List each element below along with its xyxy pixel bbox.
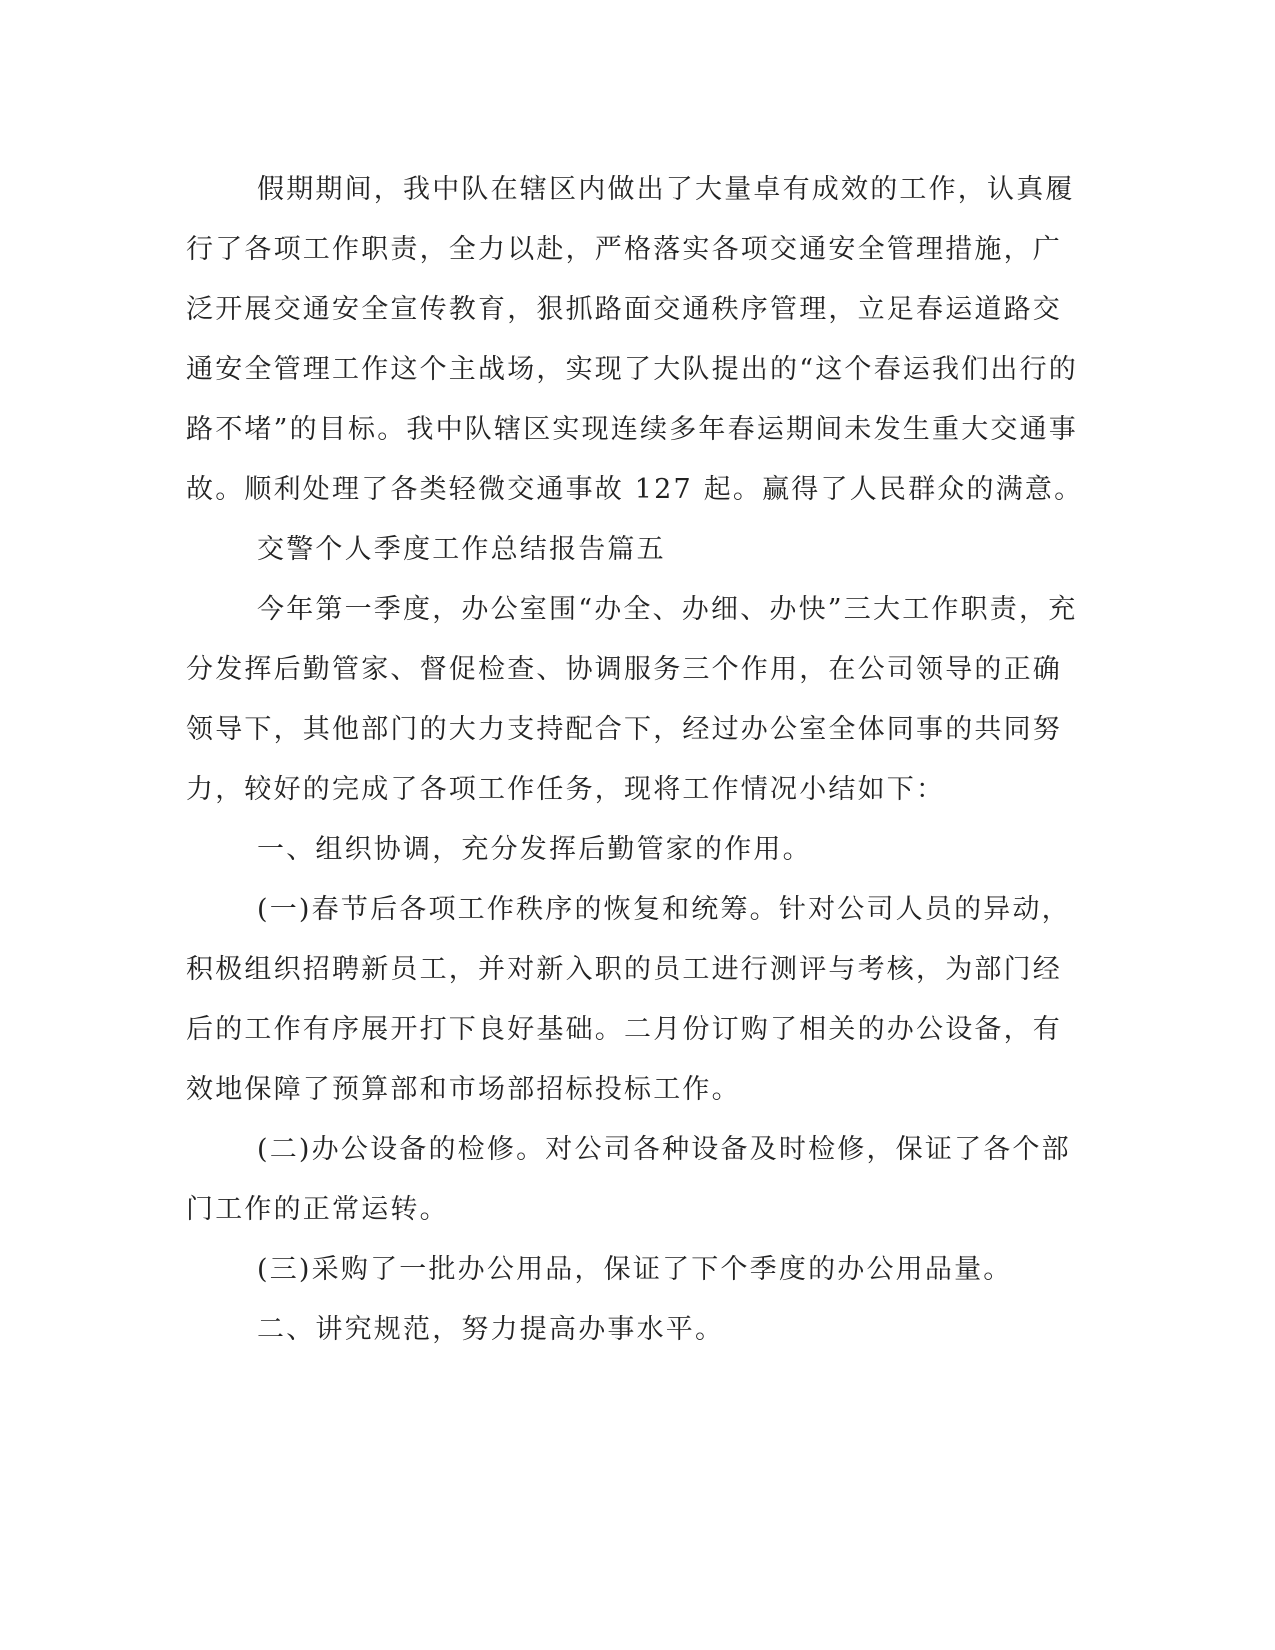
text-line: 假期期间，我中队在辖区内做出了大量卓有成效的工作，认真履 (257, 174, 1075, 205)
text-line: 行了各项工作职责，全力以赴，严格落实各项交通安全管理措施，广 (186, 234, 1062, 265)
heading-text: 交警个人季度工作总结报告篇五 (257, 534, 666, 565)
text-line: (二)办公设备的检修。对公司各种设备及时检修，保证了各个部 (257, 1134, 1071, 1165)
text-line: 门工作的正常运转。 (186, 1194, 449, 1225)
text-line: 故。顺利处理了各类轻微交通事故 127 起。赢得了人民群众的满意。 (186, 474, 1084, 505)
heading-text: 二、讲究规范，努力提高办事水平。 (257, 1314, 725, 1345)
paragraph-item-3 (186, 1240, 1046, 1300)
subheading-one (186, 820, 1046, 880)
text-line: 后的工作有序展开打下良好基础。二月份订购了相关的办公设备，有 (186, 1014, 1062, 1045)
text-line: 通安全管理工作这个主战场，实现了大队提出的“这个春运我们出行的 (186, 354, 1079, 385)
heading-text: 一、组织协调，充分发挥后勤管家的作用。 (257, 834, 812, 865)
paragraph-item-2 (186, 1120, 1071, 1240)
document-body (186, 160, 1084, 1360)
text-line: 力，较好的完成了各项工作任务，现将工作情况小结如下： (186, 774, 946, 805)
text-line: (一)春节后各项工作秩序的恢复和统筹。针对公司人员的异动， (257, 894, 1071, 925)
paragraph-item-1 (186, 880, 1071, 1120)
subheading-two (186, 1300, 1046, 1360)
text-line: 路不堵”的目标。我中队辖区实现连续多年春运期间未发生重大交通事 (186, 414, 1079, 445)
text-line: 分发挥后勤管家、督促检查、协调服务三个作用，在公司领导的正确 (186, 654, 1062, 685)
section-heading (186, 520, 1046, 580)
paragraph-intro (186, 580, 1078, 820)
text-line: 领导下，其他部门的大力支持配合下，经过办公室全体同事的共同努 (186, 714, 1062, 745)
text-line: 今年第一季度，办公室围“办全、办细、办快”三大工作职责，充 (257, 594, 1078, 625)
paragraph-holiday-work (186, 160, 1084, 520)
text-line: 效地保障了预算部和市场部招标投标工作。 (186, 1074, 741, 1105)
text-line: (三)采购了一批办公用品，保证了下个季度的办公用品量。 (257, 1254, 1013, 1285)
text-line: 积极组织招聘新员工，并对新入职的员工进行测评与考核，为部门经 (186, 954, 1062, 985)
text-line: 泛开展交通安全宣传教育，狠抓路面交通秩序管理，立足春运道路交 (186, 294, 1062, 325)
